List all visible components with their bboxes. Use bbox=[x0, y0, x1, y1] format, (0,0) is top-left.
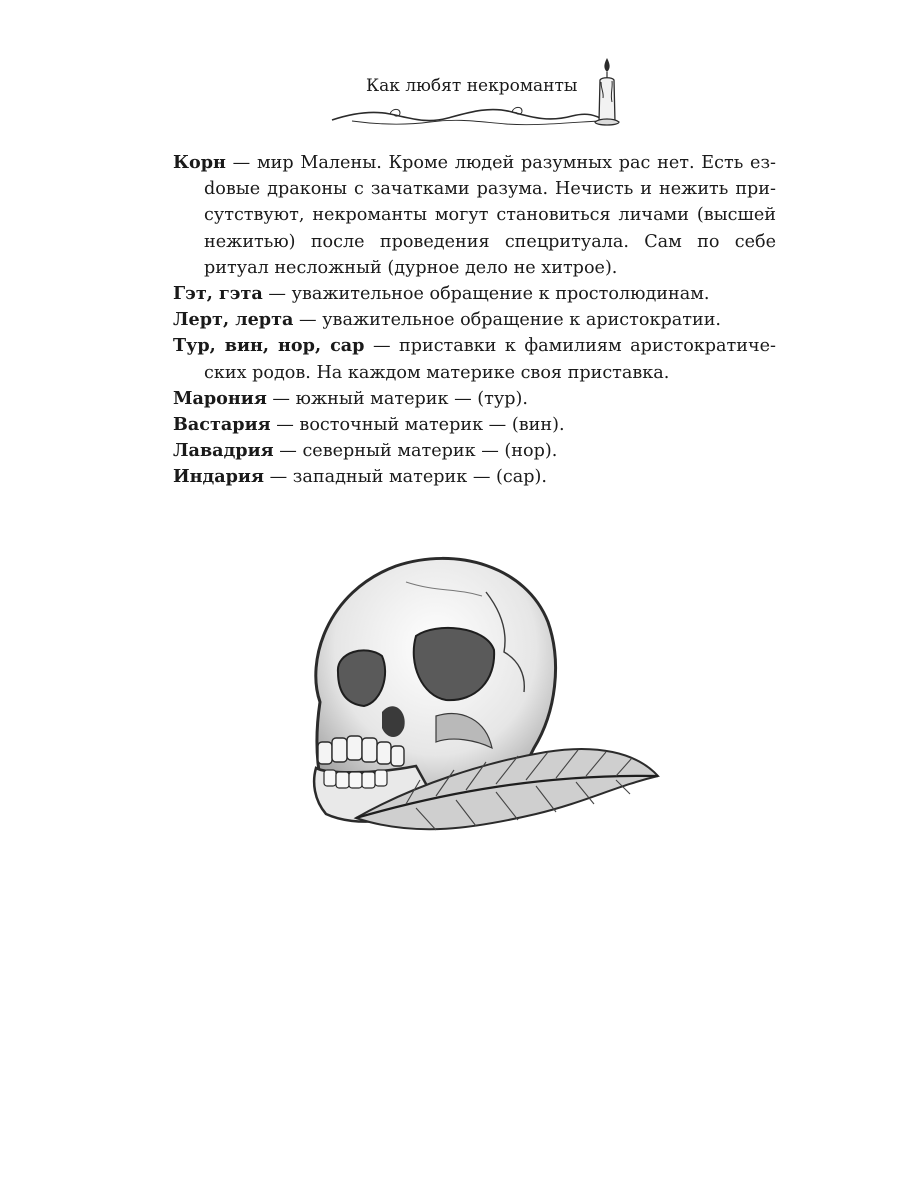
glossary-entry bbox=[173, 281, 776, 307]
glossary-entry bbox=[173, 464, 776, 490]
glossary-entry bbox=[173, 386, 776, 412]
glossary-definition: — приставки к фамилиям аристократических родов. На каждом материке своя приставка. bbox=[204, 336, 776, 383]
glossary-term: Корн bbox=[173, 152, 226, 173]
glossary-definition: — северный материк — (нор). bbox=[273, 441, 558, 462]
glossary-definition: — южный материк — (тур). bbox=[266, 388, 528, 409]
glossary-term: Лерт, лерта bbox=[173, 309, 294, 331]
candle-icon bbox=[592, 56, 622, 132]
glossary-term: Гэт, гэта bbox=[173, 283, 263, 305]
skull-and-quill-illustration bbox=[286, 552, 666, 852]
glossary-entry bbox=[173, 150, 776, 281]
glossary-entry bbox=[173, 333, 776, 385]
glossary-term: Вастария bbox=[173, 414, 271, 436]
flourish-ornament bbox=[330, 104, 620, 130]
glossary-entry bbox=[173, 307, 776, 333]
glossary bbox=[173, 150, 776, 491]
glossary-definition: — уважительное обращение к простолюдинам. bbox=[262, 284, 710, 305]
glossary-term: Лавадрия bbox=[173, 440, 274, 462]
glossary-entry bbox=[173, 438, 776, 464]
glossary-term: Марония bbox=[173, 387, 267, 409]
glossary-entry bbox=[173, 412, 776, 438]
glossary-definition: — мир Малены. Кроме людей разумных рас нет. Есть езdовые драконы с зачатками разума. Нечисть и нежить присутствуют, некроманты могут становиться личами (высшей нежитью) после проведения спецритуала. Сам по себе ритуал несложный (дурное дело не хитрое). bbox=[204, 153, 776, 278]
glossary-definition: — западный материк — (сар). bbox=[263, 467, 547, 488]
glossary-term: Тур, вин, нор, сар bbox=[173, 335, 365, 357]
running-header bbox=[330, 56, 622, 132]
running-header-title: Как любят некроманты bbox=[366, 76, 578, 96]
glossary-term: Индария bbox=[173, 466, 264, 488]
glossary-definition: — уважительное обращение к аристократии. bbox=[293, 310, 722, 331]
glossary-definition: — восточный материк — (вин). bbox=[270, 415, 565, 436]
